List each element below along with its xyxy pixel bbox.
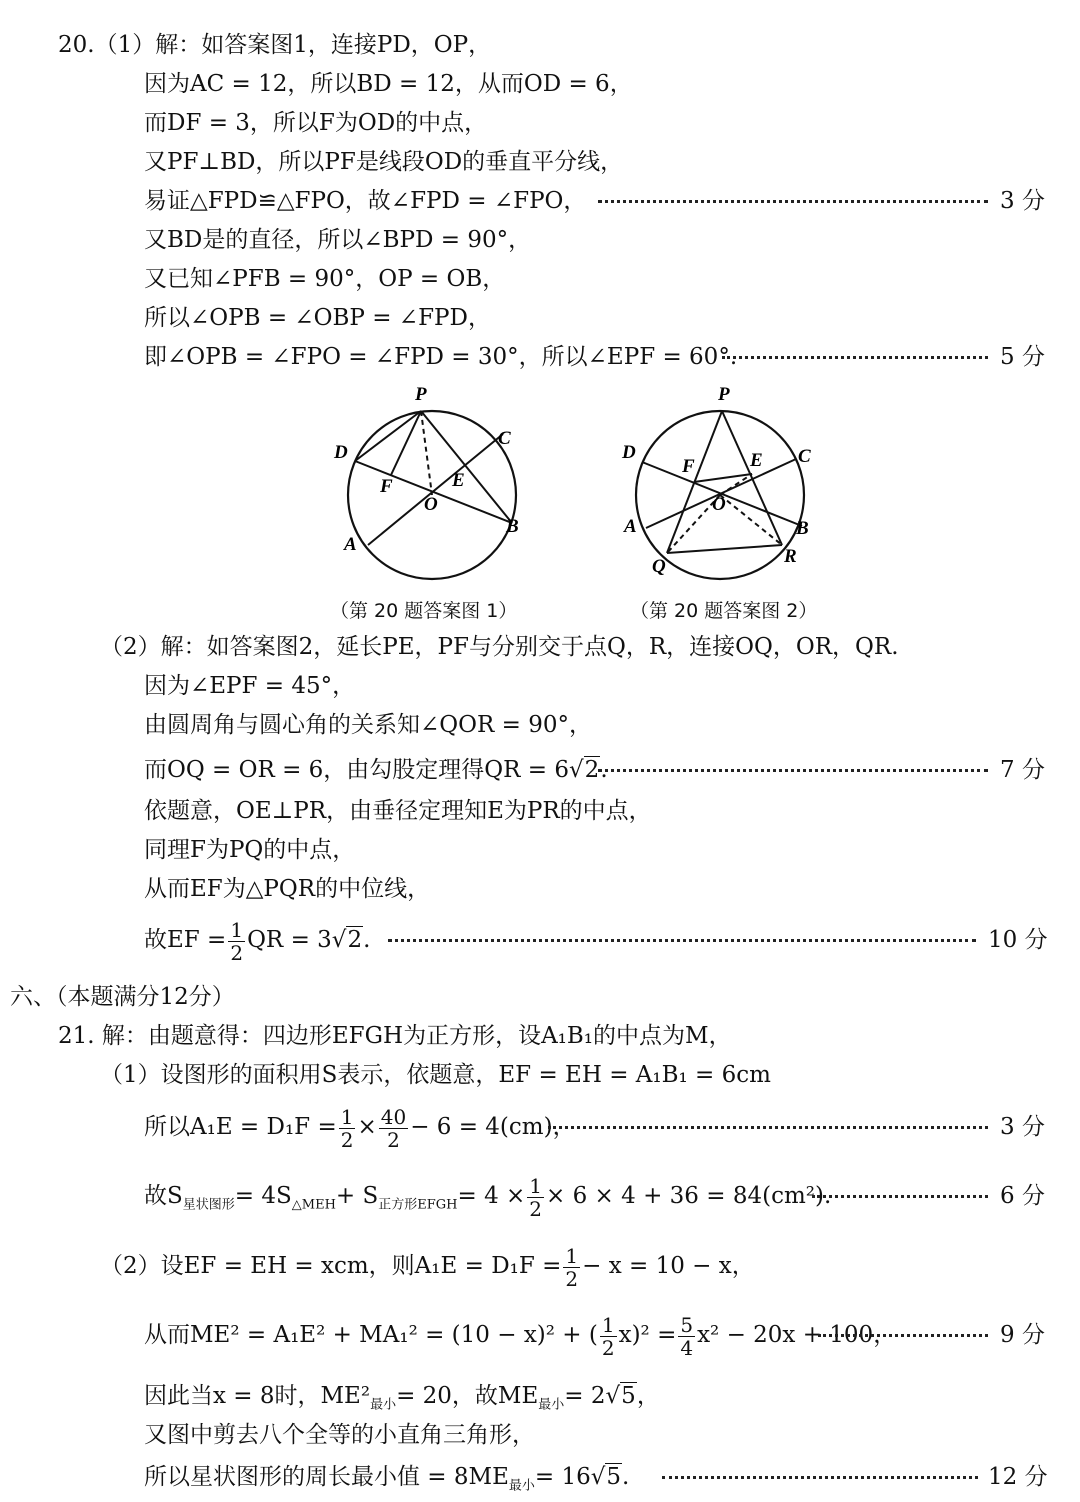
subscript: 最小 xyxy=(538,1397,565,1413)
score-label: 9 分 xyxy=(1000,1322,1045,1348)
score-label: 6 分 xyxy=(1000,1183,1045,1209)
label-P: P xyxy=(718,384,730,405)
dot-leader xyxy=(598,769,988,772)
q21-text: （1）设图形的面积用S表示，依题意，EF = EH = A₁B₁ = 6cm xyxy=(100,1062,771,1088)
score-label: 7 分 xyxy=(1000,757,1045,783)
text-run: （2）设EF = EH = xcm，则A₁E = D₁F = xyxy=(100,1253,562,1279)
radicand: 5 xyxy=(621,1383,636,1409)
text-run: = 2 xyxy=(564,1383,606,1409)
label-Q: Q xyxy=(652,556,666,577)
fraction xyxy=(228,919,245,964)
text-run: 所以星状图形的周长最小值 = 8ME xyxy=(144,1464,509,1490)
dot-leader xyxy=(818,1334,988,1337)
dot-leader xyxy=(598,200,988,203)
text-run: ， xyxy=(636,1383,660,1409)
q20-text: 因为∠EPF = 45°， xyxy=(144,673,356,699)
section-title: 六、（本题满分12分） xyxy=(10,984,235,1010)
figure-caption-1: （第 20 题答案图 1） xyxy=(330,600,518,622)
text-run: 故S xyxy=(144,1183,183,1209)
q20-text: 而DF = 3，所以F为OD的中点， xyxy=(144,110,488,136)
score-label: 3 分 xyxy=(1000,188,1045,214)
text-run: 从而ME² = A₁E² + MA₁² = (10 − x)² + ( xyxy=(144,1322,598,1348)
subscript: 最小 xyxy=(370,1397,397,1413)
dot-leader xyxy=(548,1126,988,1129)
text-run: x² − 20x + 100， xyxy=(697,1322,897,1348)
label-A: A xyxy=(624,516,637,537)
dot-leader xyxy=(812,1195,988,1198)
q21-text: 21. 解：由题意得：四边形EFGH为正方形，设A₁B₁的中点为M， xyxy=(58,1023,732,1049)
label-D: D xyxy=(622,442,636,463)
text-run: 故EF = xyxy=(144,927,227,953)
dot-leader xyxy=(388,939,976,942)
numerator: 1 xyxy=(565,1243,579,1268)
denominator: 4 xyxy=(680,1335,694,1360)
denominator: 2 xyxy=(340,1127,354,1152)
numerator: 1 xyxy=(340,1104,354,1129)
score-label: 10 分 xyxy=(988,927,1048,953)
subscript: 星状图形 xyxy=(182,1197,235,1213)
score-label: 12 分 xyxy=(988,1464,1048,1490)
q21-text xyxy=(144,1308,896,1362)
text-run: = 20，故ME xyxy=(396,1383,539,1409)
label-E: E xyxy=(750,450,763,471)
dot-leader xyxy=(662,1476,978,1479)
q21-text xyxy=(100,1239,755,1293)
label-A: A xyxy=(344,534,357,555)
q21-text xyxy=(144,1169,831,1233)
subscript: 最小 xyxy=(508,1478,535,1494)
q20-text: 又BD是的直径，所以∠BPD = 90°， xyxy=(144,227,532,253)
numerator: 5 xyxy=(680,1312,694,1337)
denominator: 2 xyxy=(565,1266,579,1291)
radicand: 2 xyxy=(347,927,363,953)
fraction xyxy=(563,1245,580,1290)
numerator: 1 xyxy=(529,1173,543,1198)
label-B: B xyxy=(506,516,519,537)
label-O: O xyxy=(712,494,726,515)
fraction xyxy=(678,1314,695,1359)
text-run: 而OQ = OR = 6，由勾股定理得QR = 6 xyxy=(144,757,570,783)
denominator: 2 xyxy=(230,940,244,965)
denominator: 2 xyxy=(601,1335,615,1360)
q20-text: 又PF⊥BD，所以PF是线段OD的垂直平分线， xyxy=(144,149,624,175)
subscript: △MEH xyxy=(291,1197,336,1213)
q20-text: 由圆周角与圆心角的关系知∠QOR = 90°， xyxy=(144,712,592,738)
radicand: 2 xyxy=(584,757,600,783)
dot-leader xyxy=(722,356,988,359)
denominator: 2 xyxy=(529,1196,543,1221)
numerator: 1 xyxy=(230,917,244,942)
q20-text: 20.（1）解：如答案图1，连接PD，OP， xyxy=(58,32,492,58)
q20-text: 即∠OPB = ∠FPO = ∠FPD = 30°，所以∠EPF = 60°. xyxy=(144,344,738,370)
text-run: . xyxy=(622,1464,630,1490)
text-run: − 6 = 4(cm)， xyxy=(410,1114,576,1140)
label-E: E xyxy=(452,470,465,491)
q20-text: 又已知∠PFB = 90°，OP = OB， xyxy=(144,266,506,292)
text-run: = 16 xyxy=(534,1464,591,1490)
fraction xyxy=(527,1175,544,1220)
q21-text: 又图中剪去八个全等的小直角三角形， xyxy=(144,1422,535,1448)
text-run: × xyxy=(357,1114,377,1140)
label-D: D xyxy=(334,442,348,463)
score-label: 3 分 xyxy=(1000,1114,1045,1140)
text-run: x)² = xyxy=(618,1322,677,1348)
text-run: × 6 × 4 + 36 = 84(cm²). xyxy=(546,1183,832,1209)
label-F: F xyxy=(682,456,695,477)
text-run: = 4S xyxy=(234,1183,292,1209)
q21-text xyxy=(144,1100,576,1154)
q20-text: 故EF = $\frac{1}{2}$ QR = 3√2. xyxy=(144,917,371,965)
q21-text: 所以星状图形的周长最小值 = $8ME_{最小}= 16√5$. xyxy=(144,1464,630,1494)
text-run: 因此当x = 8时，ME² xyxy=(144,1383,371,1409)
figure-caption-2: （第 20 题答案图 2） xyxy=(630,600,818,622)
text-run: + S xyxy=(335,1183,379,1209)
figure-20-2 xyxy=(612,380,842,590)
label-C: C xyxy=(798,446,811,467)
label-O: O xyxy=(424,494,438,515)
q20-text: 同理F为PQ的中点， xyxy=(144,837,356,863)
numerator: 1 xyxy=(601,1312,615,1337)
label-P: P xyxy=(415,384,427,405)
denominator: 2 xyxy=(387,1127,400,1152)
text-run: QR = 3 xyxy=(247,927,332,953)
subscript: 正方形EFGH xyxy=(378,1197,458,1213)
q20-text: 因为AC = 12，所以BD = 12，从而OD = 6， xyxy=(144,71,633,97)
label-C: C xyxy=(498,428,511,449)
q20-text: 易证△FPD≌△FPO，故∠FPD = ∠FPO， xyxy=(144,188,587,214)
q20-text: 所以∠OPB = ∠OBP = ∠FPD， xyxy=(144,305,491,331)
radicand: 5 xyxy=(606,1464,622,1490)
numerator: 40 xyxy=(380,1104,407,1129)
label-B: B xyxy=(796,518,809,539)
q20-text: 从而EF为△PQR的中位线， xyxy=(144,876,431,902)
q20-text: （2）解：如答案图2，延长PE，PF与分别交于点Q，R，连接OQ，OR，QR. xyxy=(100,634,899,660)
fraction xyxy=(379,1106,408,1151)
text-run: − x = 10 − x， xyxy=(582,1253,755,1279)
figure-20-1 xyxy=(320,380,550,590)
fraction xyxy=(339,1106,356,1151)
score-label: 5 分 xyxy=(1000,344,1045,370)
q20-text: 而OQ = OR = 6，由勾股定理得QR = 6√2. xyxy=(144,757,608,783)
q20-text: 依题意，OE⊥PR，由垂径定理知E为PR的中点， xyxy=(144,798,652,824)
label-R: R xyxy=(784,546,797,567)
text-run: 所以A₁E = D₁F = xyxy=(144,1114,337,1140)
label-F: F xyxy=(380,476,393,497)
text-run: = 4 × xyxy=(457,1183,526,1209)
q21-text: 因此当x = 8时，$ME^2_{最小}= 20$，故$ME_{最小}= 2√5$， xyxy=(144,1383,660,1413)
fraction xyxy=(600,1314,617,1359)
